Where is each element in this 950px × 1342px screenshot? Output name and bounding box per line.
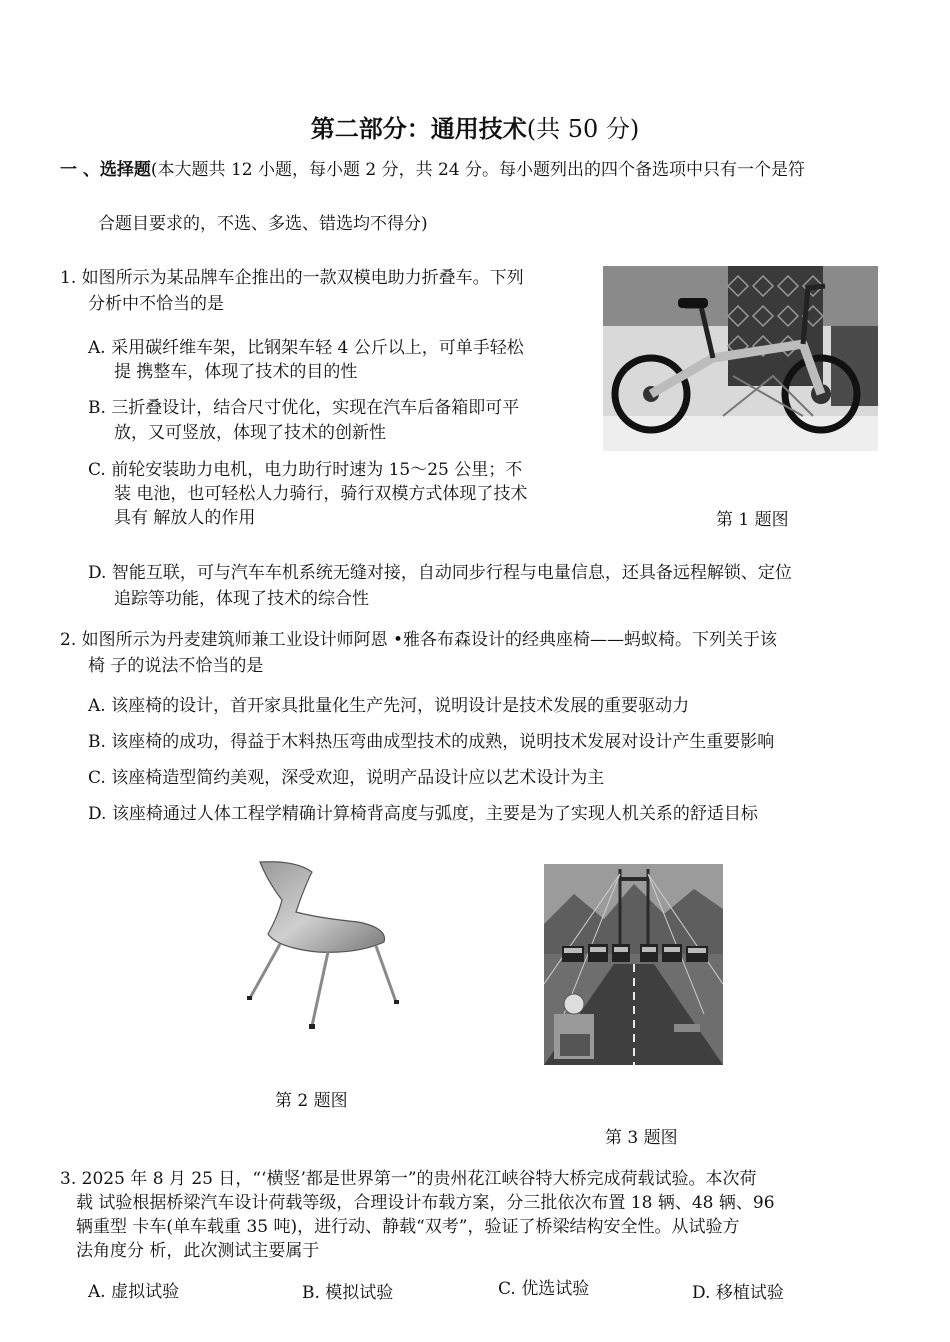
- q1-option-b-line2: 放，又可竖放，体现了技术的创新性: [114, 423, 386, 443]
- q1-option-c-line2: 装 电池，也可轻松人力骑行，骑行双模方式体现了技术: [114, 484, 528, 504]
- q1-option-a-line1: A. 采用碳纤维车架，比钢架车轻 4 公斤以上，可单手轻松: [88, 338, 524, 358]
- q3-stem-line1: 3. 2025 年 8 月 25 日，“‘横竖’都是世界第一”的贵州花江峡谷特大桥完成荷载试验。本次荷: [60, 1169, 757, 1189]
- q1-stem-line1: 1. 如图所示为某品牌车企推出的一款双模电助力折叠车。下列: [60, 268, 524, 288]
- q2-option-c: C. 该座椅造型简约美观，深受欢迎，说明产品设计应以艺术设计为主: [88, 768, 605, 788]
- q3-option-a: A. 虚拟试验: [88, 1282, 180, 1302]
- section-instructions-cont: 合题目要求的，不选、多选、错选均不得分): [98, 214, 428, 234]
- q3-bridge-image: [544, 864, 723, 1065]
- q3-option-c: C. 优选试验: [498, 1279, 590, 1299]
- title-main: 第二部分：通用技术: [310, 114, 527, 143]
- q2-stem-line1: 2. 如图所示为丹麦建筑师兼工业设计师阿恩 •雅各布森设计的经典座椅——蚂蚁椅。下列关于该: [60, 630, 778, 650]
- q1-bike-image: [603, 266, 878, 451]
- q2-chair-image: [238, 860, 408, 1035]
- q1-option-d-line2: 追踪等功能，体现了技术的综合性: [114, 589, 369, 609]
- section-instructions: (本大题共 12 小题，每小题 2 分，共 24 分。每小题列出的四个备选项中只有一个是符: [150, 160, 806, 180]
- q3-option-d: D. 移植试验: [692, 1283, 784, 1303]
- q1-option-b-line1: B. 三折叠设计，结合尺寸优化，实现在汽车后备箱即可平: [88, 398, 520, 418]
- q2-figure-caption: 第 2 题图: [275, 1091, 348, 1111]
- title-score: (共 50 分): [526, 115, 640, 143]
- q2-option-d: D. 该座椅通过人体工程学精确计算椅背高度与弧度，主要是为了实现人机关系的舒适目标: [88, 804, 758, 824]
- page-title: [0, 112, 950, 147]
- q3-stem-line4: 法角度分 析，此次测试主要属于: [76, 1241, 320, 1261]
- q1-option-c-line1: C. 前轮安装助力电机，电力助行时速为 15～25 公里；不: [88, 460, 523, 480]
- q1-stem-line2: 分析中不恰当的是: [88, 294, 224, 314]
- q3-stem-line3: 辆重型 卡车(单车载重 35 吨)，进行动、静载“双考”，验证了桥梁结构安全性。从试验方: [76, 1217, 740, 1237]
- q3-option-b: B. 模拟试验: [302, 1283, 394, 1303]
- q2-option-b: B. 该座椅的成功，得益于木料热压弯曲成型技术的成熟，说明技术发展对设计产生重要影响: [88, 732, 775, 752]
- q1-option-c-line3: 具有 解放人的作用: [114, 508, 256, 528]
- q1-option-a-line2: 提 携整车，体现了技术的目的性: [114, 362, 358, 382]
- section-label: 一 、选择题: [60, 160, 151, 180]
- q1-figure-caption: 第 1 题图: [716, 510, 789, 530]
- q3-figure-caption: 第 3 题图: [605, 1128, 678, 1148]
- q3-stem-line2: 载 试验根据桥梁汽车设计荷载等级，合理设计布载方案，分三批依次布置 18 辆、48 辆、96: [76, 1193, 775, 1213]
- section-heading: [60, 158, 880, 183]
- q1-option-d-line1: D. 智能互联，可与汽车车机系统无缝对接，自动同步行程与电量信息，还具备远程解锁、定位: [88, 563, 792, 583]
- q2-option-a: A. 该座椅的设计，首开家具批量化生产先河，说明设计是技术发展的重要驱动力: [88, 696, 690, 716]
- q2-stem-line2: 椅 子的说法不恰当的是: [88, 656, 264, 676]
